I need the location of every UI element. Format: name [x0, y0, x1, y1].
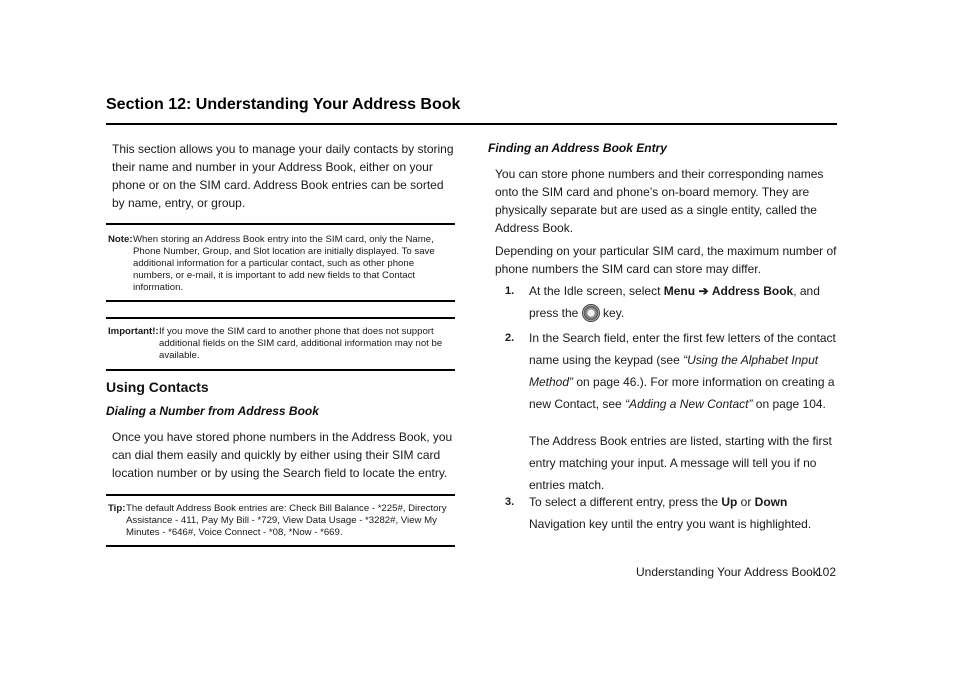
- note-label: Note:: [108, 234, 133, 245]
- finding-heading: Finding an Address Book Entry: [488, 141, 667, 155]
- note-text: When storing an Address Book entry into the SIM card, only the Name, Phone Number, Group, and Slot location are initially displayed. To save additional information for a particular contact, such as other phone numbers, or e-mail, it is important to add new fields to that Contact information.: [133, 234, 435, 293]
- up-key-label: Up: [721, 495, 738, 509]
- step-text: [529, 280, 839, 324]
- important-box: [106, 317, 455, 371]
- using-contacts-heading: Using Contacts: [106, 379, 209, 395]
- menu-label: Menu: [663, 284, 696, 298]
- navigation-key-icon: [582, 304, 600, 322]
- step-text-part: To select a different entry, press the: [529, 495, 722, 509]
- dialing-subheading: Dialing a Number from Address Book: [106, 404, 319, 418]
- title-rule: [106, 123, 837, 125]
- step-number: 3.: [505, 496, 515, 508]
- step-text-part: , and press the: [529, 284, 820, 320]
- dialing-paragraph: Once you have stored phone numbers in the Address Book, you can dial them easily and quickly by either using their SIM card location number or by using the Search field to locate the entry.: [112, 430, 453, 480]
- cross-reference: “Adding a New Contact”: [625, 397, 753, 411]
- step-text-part: on page 46.). For more information on creating a new Contact, see: [529, 375, 835, 411]
- tip-box: [106, 494, 455, 547]
- step-text-part: In the Search field, enter the first few letters of the contact name using the keypad (see: [529, 331, 836, 367]
- step-text: [529, 491, 839, 535]
- step-text-part: Navigation key until the entry you want is highlighted.: [529, 517, 812, 531]
- note-box: [106, 223, 455, 302]
- step-number: 1.: [505, 285, 515, 297]
- important-text: If you move the SIM card to another phone that does not support additional fields on the SIM card, additional information may not be available.: [159, 326, 443, 361]
- footer-title: Understanding Your Address Book: [636, 565, 819, 579]
- cross-reference: “Using the Alphabet Input Method”: [529, 353, 819, 389]
- important-label: Important!:: [108, 326, 159, 337]
- intro-paragraph: This section allows you to manage your daily contacts by storing their name and number in your Address Book, either on your phone or on the SIM card. Address Book entries can be sorted by name, entry, or group.: [112, 142, 454, 210]
- section-title: Section 12: Understanding Your Address Book: [106, 96, 461, 113]
- step-text-part: At the Idle screen, select: [529, 284, 664, 298]
- step-text-part: on page 104.: [752, 397, 826, 411]
- tip-label: Tip:: [108, 503, 126, 514]
- step-text: [529, 327, 839, 415]
- step-text-part: key.: [603, 306, 625, 320]
- step-text-part: or: [737, 495, 755, 509]
- arrow-glyph: ➔: [698, 284, 709, 298]
- step-2-followup: The Address Book entries are listed, starting with the first entry matching your input. A message will tell you if no entries match.: [529, 434, 832, 492]
- step-number: 2.: [505, 332, 515, 344]
- page-number: 102: [816, 565, 837, 579]
- finding-paragraph-2: Depending on your particular SIM card, the maximum number of phone numbers the SIM card can store may differ.: [495, 244, 837, 276]
- down-key-label: Down: [754, 495, 788, 509]
- address-book-label: Address Book: [711, 284, 794, 298]
- tip-text: The default Address Book entries are: Check Bill Balance - *225#, Directory Assistance - 411, Pay My Bill - *729, View Data Usage - *3282#, View My Minutes - *646#, Voice Connect - *08, *Now - *669.: [126, 503, 447, 538]
- finding-paragraph-1: You can store phone numbers and their corresponding names onto the SIM card and phone’s on-board memory. They are physically separate but are used as a single entity, called the Address Book.: [495, 167, 824, 235]
